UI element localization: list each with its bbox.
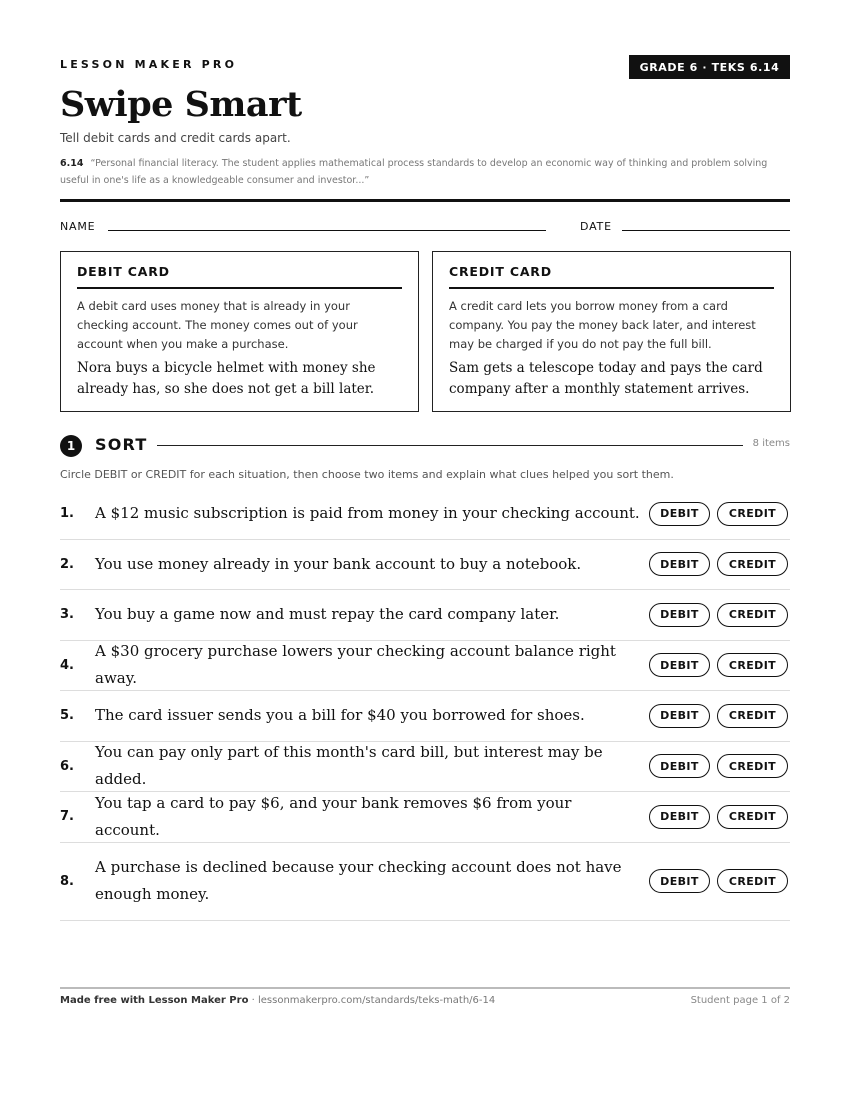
date-field[interactable] xyxy=(622,230,790,231)
debit-choice-button[interactable]: DEBIT xyxy=(649,754,710,778)
choice-group xyxy=(649,653,788,677)
item-number: 7. xyxy=(60,809,74,825)
item-text: You tap a card to pay $6, and your bank removes $6 from your account. xyxy=(95,793,572,839)
credit-choice-button[interactable]: CREDIT xyxy=(717,805,788,829)
standard-quote xyxy=(60,155,780,189)
date-label: DATE xyxy=(580,220,612,233)
credit-choice-button[interactable]: CREDIT xyxy=(717,754,788,778)
name-field[interactable] xyxy=(108,230,546,231)
footer-divider xyxy=(60,987,790,989)
item-number: 4. xyxy=(60,657,74,673)
debit-card-description: A debit card uses money that is already in your checking account. The money comes out of your account when you make a purchase. xyxy=(77,299,358,351)
item-text: You can pay only part of this month's card bill, but interest may be added. xyxy=(95,743,603,789)
sort-item-list xyxy=(60,489,790,921)
item-text: The card issuer sends you a bill for $40 you borrowed for shoes. xyxy=(95,706,585,725)
section-divider xyxy=(157,445,743,446)
brand-name: LESSON MAKER PRO xyxy=(60,58,238,71)
choice-group xyxy=(649,552,788,576)
debit-card-example: Nora buys a bicycle helmet with money she already has, so she does not get a bill later. xyxy=(77,360,376,397)
page-subtitle: Tell debit cards and credit cards apart. xyxy=(60,131,291,145)
credit-choice-button[interactable]: CREDIT xyxy=(717,552,788,576)
credit-choice-button[interactable]: CREDIT xyxy=(717,653,788,677)
standard-code: 6.14 xyxy=(60,158,84,169)
sort-item xyxy=(60,641,790,692)
debit-choice-button[interactable]: DEBIT xyxy=(649,502,710,526)
credit-card-example: Sam gets a telescope today and pays the card company after a monthly statement arrives. xyxy=(449,360,763,397)
choice-group xyxy=(649,704,788,728)
section-title: SORT xyxy=(95,435,148,454)
header-divider xyxy=(60,199,790,202)
footer-made-with: Made free with Lesson Maker Pro xyxy=(60,995,249,1006)
worksheet-page xyxy=(60,0,790,1100)
section-number-badge: 1 xyxy=(60,435,82,457)
footer-credit xyxy=(60,995,495,1006)
choice-group xyxy=(649,869,788,893)
debit-choice-button[interactable]: DEBIT xyxy=(649,805,710,829)
debit-card-box xyxy=(60,251,419,412)
credit-choice-button[interactable]: CREDIT xyxy=(717,502,788,526)
item-text: A purchase is declined because your checking account does not have enough money. xyxy=(95,858,622,903)
debit-card-heading: DEBIT CARD xyxy=(77,264,402,289)
sort-item xyxy=(60,843,790,921)
item-number: 8. xyxy=(60,873,74,889)
section-instructions: Circle DEBIT or CREDIT for each situation, then choose two items and explain what clues helped you sort them. xyxy=(60,468,674,481)
item-text: You use money already in your bank account to buy a notebook. xyxy=(95,554,582,573)
credit-choice-button[interactable]: CREDIT xyxy=(717,869,788,893)
item-number: 6. xyxy=(60,758,74,774)
sort-item xyxy=(60,489,790,540)
credit-card-box xyxy=(432,251,791,412)
item-number: 3. xyxy=(60,607,74,623)
name-label: NAME xyxy=(60,220,96,233)
credit-card-description: A credit card lets you borrow money from a card company. You pay the money back later, and interest may be charged if you do not pay the full bill. xyxy=(449,299,756,351)
item-number: 1. xyxy=(60,506,74,522)
choice-group xyxy=(649,754,788,778)
sort-item xyxy=(60,691,790,742)
footer-url[interactable]: · lessonmakerpro.com/standards/teks-math/6-14 xyxy=(248,995,496,1006)
grade-badge: GRADE 6 · TEKS 6.14 xyxy=(629,55,790,79)
standard-text: “Personal financial literacy. The student applies mathematical process standards to develop an economic way of thinking and problem solving useful in one's life as a knowledgeable consumer and investor...” xyxy=(60,158,768,186)
choice-group xyxy=(649,805,788,829)
debit-choice-button[interactable]: DEBIT xyxy=(649,603,710,627)
sort-item xyxy=(60,742,790,793)
debit-choice-button[interactable]: DEBIT xyxy=(649,704,710,728)
choice-group xyxy=(649,502,788,526)
debit-choice-button[interactable]: DEBIT xyxy=(649,869,710,893)
page-title: Swipe Smart xyxy=(60,84,302,125)
item-text: A $12 music subscription is paid from money in your checking account. xyxy=(95,504,640,523)
sort-item xyxy=(60,792,790,843)
footer-page-number: Student page 1 of 2 xyxy=(690,995,790,1006)
section-item-count: 8 items xyxy=(752,438,790,449)
item-number: 2. xyxy=(60,556,74,572)
credit-choice-button[interactable]: CREDIT xyxy=(717,704,788,728)
item-text: A $30 grocery purchase lowers your checking account balance right away. xyxy=(95,642,616,688)
debit-choice-button[interactable]: DEBIT xyxy=(649,552,710,576)
sort-item xyxy=(60,590,790,641)
item-text: You buy a game now and must repay the card company later. xyxy=(95,605,560,624)
sort-item xyxy=(60,540,790,591)
credit-choice-button[interactable]: CREDIT xyxy=(717,603,788,627)
choice-group xyxy=(649,603,788,627)
credit-card-heading: CREDIT CARD xyxy=(449,264,774,289)
debit-choice-button[interactable]: DEBIT xyxy=(649,653,710,677)
item-number: 5. xyxy=(60,708,74,724)
